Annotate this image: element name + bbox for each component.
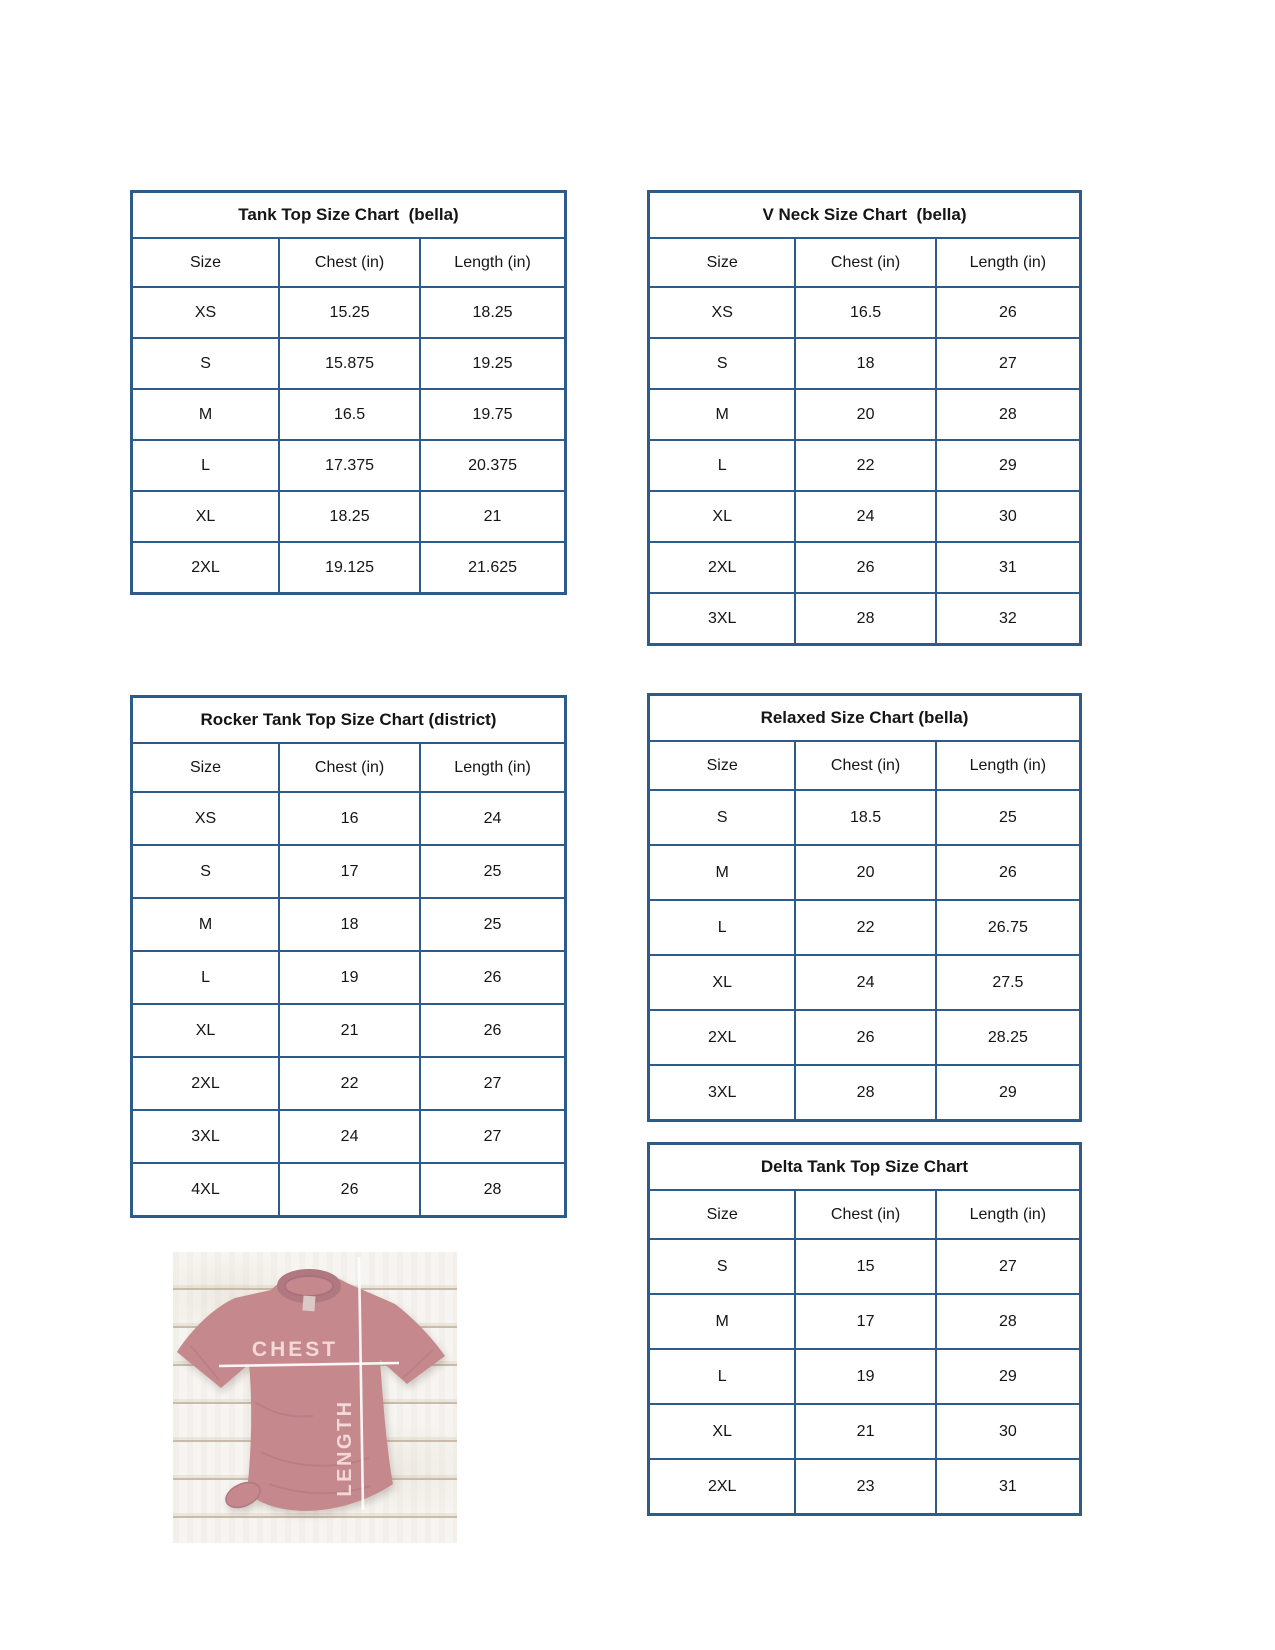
length-cell: 26: [936, 845, 1081, 900]
size-cell: 3XL: [649, 593, 796, 645]
length-cell: 28: [936, 1294, 1081, 1349]
length-cell: 21.625: [420, 542, 565, 594]
table-row: [132, 898, 566, 951]
size-cell: 2XL: [649, 542, 796, 593]
column-header-size: Size: [649, 1190, 796, 1239]
chest-cell: 20: [795, 845, 935, 900]
chest-cell: 22: [795, 440, 935, 491]
table-row: [649, 338, 1081, 389]
length-cell: 27: [936, 1239, 1081, 1294]
table-row: [132, 951, 566, 1004]
table-row: [649, 1294, 1081, 1349]
column-header-chest: Chest (in): [279, 238, 420, 287]
length-cell: 24: [420, 792, 565, 845]
size-cell: 2XL: [132, 542, 280, 594]
column-header-chest: Chest (in): [279, 743, 420, 792]
chest-cell: 19: [279, 951, 420, 1004]
length-cell: 29: [936, 1065, 1081, 1121]
delta-tank-size-chart-table: [647, 1142, 1082, 1516]
size-cell: XL: [649, 491, 796, 542]
table-row: [132, 845, 566, 898]
length-cell: 32: [936, 593, 1081, 645]
chest-cell: 20: [795, 389, 935, 440]
length-cell: 31: [936, 1459, 1081, 1515]
size-cell: S: [649, 338, 796, 389]
length-cell: 27.5: [936, 955, 1081, 1010]
table-title-row: [649, 695, 1081, 742]
size-cell: S: [649, 790, 796, 845]
length-cell: 30: [936, 491, 1081, 542]
size-cell: M: [649, 1294, 796, 1349]
table-title: Relaxed Size Chart (bella): [649, 695, 1081, 742]
size-cell: M: [132, 389, 280, 440]
table-title-row: [132, 192, 566, 239]
table-row: [649, 287, 1081, 338]
chest-cell: 18.5: [795, 790, 935, 845]
length-cell: 26: [420, 951, 565, 1004]
table-row: [649, 389, 1081, 440]
length-cell: 20.375: [420, 440, 565, 491]
size-cell: XL: [649, 955, 796, 1010]
size-cell: 2XL: [649, 1459, 796, 1515]
table-row: [649, 790, 1081, 845]
length-cell: 27: [936, 338, 1081, 389]
size-cell: 2XL: [132, 1057, 280, 1110]
size-cell: L: [649, 440, 796, 491]
column-header-size: Size: [132, 238, 280, 287]
chest-measure-label: CHEST: [251, 1338, 339, 1361]
column-header-chest: Chest (in): [795, 1190, 935, 1239]
chest-cell: 26: [279, 1163, 420, 1217]
length-cell: 26: [420, 1004, 565, 1057]
column-header-chest: Chest (in): [795, 238, 935, 287]
length-cell: 25: [420, 898, 565, 951]
table-title-row: [132, 697, 566, 744]
tank-top-size-chart-table: [130, 190, 567, 595]
length-cell: 21: [420, 491, 565, 542]
size-cell: 3XL: [649, 1065, 796, 1121]
size-cell: M: [132, 898, 280, 951]
length-cell: 31: [936, 542, 1081, 593]
length-cell: 18.25: [420, 287, 565, 338]
length-cell: 26: [936, 287, 1081, 338]
table-row: [649, 1404, 1081, 1459]
table-row: [132, 1110, 566, 1163]
chest-cell: 19: [795, 1349, 935, 1404]
column-header-length: Length (in): [420, 238, 565, 287]
table-row: [132, 792, 566, 845]
length-cell: 19.75: [420, 389, 565, 440]
chest-cell: 24: [795, 491, 935, 542]
neck-tag: [302, 1296, 315, 1312]
length-cell: 28.25: [936, 1010, 1081, 1065]
table-row: [132, 440, 566, 491]
table-title: Rocker Tank Top Size Chart (district): [132, 697, 566, 744]
size-cell: XS: [132, 792, 280, 845]
table-row: [649, 900, 1081, 955]
column-header-length: Length (in): [420, 743, 565, 792]
length-cell: 29: [936, 440, 1081, 491]
column-header-size: Size: [649, 238, 796, 287]
table-header-row: [649, 238, 1081, 287]
chest-cell: 28: [795, 1065, 935, 1121]
table-title: Tank Top Size Chart (bella): [132, 192, 566, 239]
length-cell: 28: [936, 389, 1081, 440]
table-row: [132, 338, 566, 389]
table-row: [649, 1459, 1081, 1515]
length-cell: 28: [420, 1163, 565, 1217]
table-row: [132, 389, 566, 440]
table-row: [649, 1239, 1081, 1294]
chest-cell: 21: [279, 1004, 420, 1057]
chest-cell: 18: [795, 338, 935, 389]
size-cell: XS: [649, 287, 796, 338]
table-title: Delta Tank Top Size Chart: [649, 1144, 1081, 1191]
size-cell: 3XL: [132, 1110, 280, 1163]
table-row: [649, 1010, 1081, 1065]
size-cell: M: [649, 389, 796, 440]
table-row: [132, 1163, 566, 1217]
size-cell: XS: [132, 287, 280, 338]
table-row: [649, 1065, 1081, 1121]
size-cell: L: [649, 900, 796, 955]
column-header-chest: Chest (in): [795, 741, 935, 790]
size-cell: 2XL: [649, 1010, 796, 1065]
table-row: [132, 287, 566, 338]
chest-cell: 15: [795, 1239, 935, 1294]
table-row: [649, 593, 1081, 645]
length-cell: 27: [420, 1110, 565, 1163]
chest-cell: 26: [795, 542, 935, 593]
size-cell: L: [132, 440, 280, 491]
v-neck-size-chart-table: [647, 190, 1082, 646]
chest-cell: 24: [795, 955, 935, 1010]
table-row: [132, 1004, 566, 1057]
chest-cell: 15.875: [279, 338, 420, 389]
size-cell: L: [649, 1349, 796, 1404]
table-row: [649, 1349, 1081, 1404]
chest-cell: 16.5: [795, 287, 935, 338]
table-row: [649, 491, 1081, 542]
chest-cell: 17.375: [279, 440, 420, 491]
column-header-size: Size: [132, 743, 280, 792]
length-cell: 30: [936, 1404, 1081, 1459]
length-cell: 25: [420, 845, 565, 898]
chest-cell: 19.125: [279, 542, 420, 594]
size-cell: 4XL: [132, 1163, 280, 1217]
table-title-row: [649, 1144, 1081, 1191]
chest-cell: 15.25: [279, 287, 420, 338]
chest-cell: 21: [795, 1404, 935, 1459]
length-cell: 25: [936, 790, 1081, 845]
chest-cell: 23: [795, 1459, 935, 1515]
table-row: [132, 542, 566, 594]
table-header-row: [132, 238, 566, 287]
chest-cell: 26: [795, 1010, 935, 1065]
table-row: [132, 1057, 566, 1110]
table-header-row: [649, 1190, 1081, 1239]
rocker-tank-size-chart-table: [130, 695, 567, 1218]
column-header-length: Length (in): [936, 1190, 1081, 1239]
chest-cell: 22: [795, 900, 935, 955]
table-title: V Neck Size Chart (bella): [649, 192, 1081, 239]
chest-cell: 16.5: [279, 389, 420, 440]
shirt-measurement-photo: [173, 1252, 457, 1543]
chest-cell: 17: [279, 845, 420, 898]
table-title-row: [649, 192, 1081, 239]
table-row: [649, 440, 1081, 491]
size-cell: S: [132, 845, 280, 898]
chest-cell: 16: [279, 792, 420, 845]
table-row: [649, 542, 1081, 593]
size-cell: M: [649, 845, 796, 900]
length-cell: 27: [420, 1057, 565, 1110]
length-cell: 19.25: [420, 338, 565, 389]
size-cell: L: [132, 951, 280, 1004]
size-cell: S: [132, 338, 280, 389]
chest-cell: 28: [795, 593, 935, 645]
column-header-length: Length (in): [936, 238, 1081, 287]
length-cell: 26.75: [936, 900, 1081, 955]
relaxed-size-chart-table: [647, 693, 1082, 1122]
table-header-row: [132, 743, 566, 792]
chest-cell: 22: [279, 1057, 420, 1110]
length-cell: 29: [936, 1349, 1081, 1404]
column-header-size: Size: [649, 741, 796, 790]
table-row: [132, 491, 566, 542]
table-row: [649, 845, 1081, 900]
tshirt-flat-lay-illustration: [173, 1252, 457, 1543]
column-header-length: Length (in): [936, 741, 1081, 790]
length-measure-label: LENGTH: [334, 1399, 356, 1497]
chest-cell: 18: [279, 898, 420, 951]
size-cell: S: [649, 1239, 796, 1294]
chest-cell: 24: [279, 1110, 420, 1163]
chest-cell: 18.25: [279, 491, 420, 542]
table-header-row: [649, 741, 1081, 790]
table-row: [649, 955, 1081, 1010]
chest-cell: 17: [795, 1294, 935, 1349]
size-cell: XL: [649, 1404, 796, 1459]
size-cell: XL: [132, 491, 280, 542]
size-cell: XL: [132, 1004, 280, 1057]
